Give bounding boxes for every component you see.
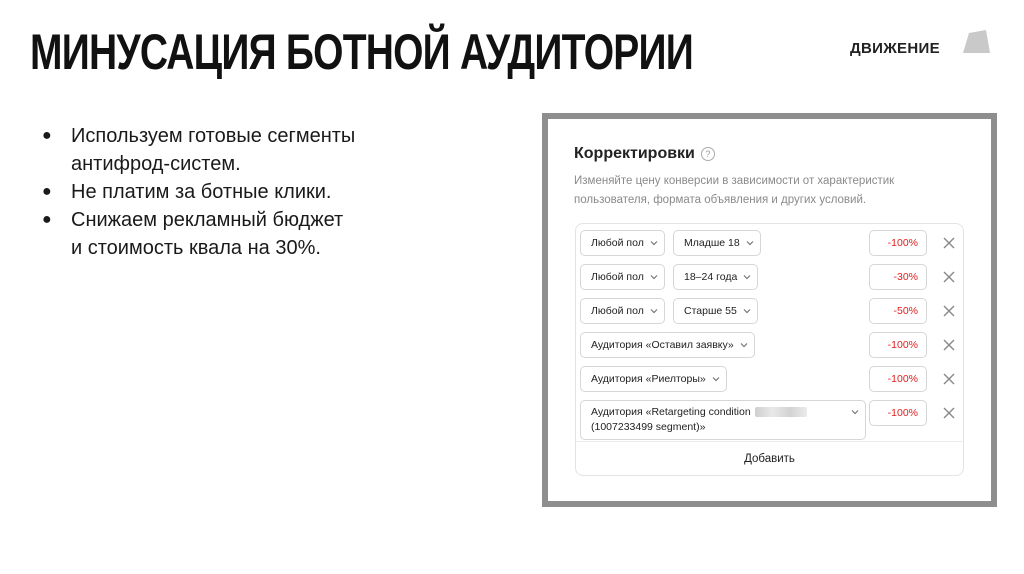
rule-row [580,230,959,256]
close-icon[interactable] [942,304,956,318]
panel-description: Изменяйте цену конверсии в зависимости от характеристик пользователя, формата объявления и других условий. [574,175,895,206]
chevron-down-icon [743,273,751,281]
age-select[interactable] [673,230,761,256]
chevron-down-icon [743,307,751,315]
select-value: Аудитория «Оставил заявку» [591,339,734,351]
select-value: 18–24 года [684,271,738,283]
audience-select[interactable] [580,366,727,392]
bullet-item [40,178,480,206]
age-select[interactable] [673,298,758,324]
select-value: Аудитория «Риелторы» [591,373,706,385]
brand-logo-icon [960,28,992,54]
bullet-text: Используем готовые сегменты антифрод-систем. [71,125,356,175]
close-icon[interactable] [942,236,956,250]
select-value-line: (1007233499 segment)» [591,421,706,433]
bullet-dot: ● [42,211,52,228]
chevron-down-icon [746,239,754,247]
select-value: Любой пол [591,271,644,283]
chevron-down-icon [712,375,720,383]
chevron-down-icon [650,273,658,281]
adjustment-value[interactable]: -100% [869,332,927,358]
close-icon[interactable] [942,372,956,386]
chevron-down-icon [851,408,859,416]
bullet-text: Не платим за ботные клики. [71,181,332,203]
audience-select[interactable] [580,400,866,440]
select-value [591,405,845,435]
bullet-item [40,122,480,178]
rule-row [580,332,959,358]
adjustments-panel [548,119,991,501]
close-icon[interactable] [942,338,956,352]
bullet-text: Снижаем рекламный бюджет и стоимость квала на 30%. [71,209,344,259]
select-value: Любой пол [591,305,644,317]
brand-name: ДВИЖЕНИЕ [850,39,940,57]
rule-row [580,400,959,433]
gender-select[interactable] [580,264,665,290]
close-icon[interactable] [942,406,956,420]
rules-list [575,223,964,476]
audience-select[interactable] [580,332,755,358]
select-value: Младше 18 [684,237,740,249]
age-select[interactable] [673,264,758,290]
screenshot-frame [542,113,997,507]
brand [850,28,940,68]
bullet-item [40,206,480,262]
adjustment-value[interactable]: -100% [869,366,927,392]
close-icon[interactable] [942,270,956,284]
rule-row [580,264,959,290]
bullet-dot: ● [42,183,52,200]
gender-select[interactable] [580,298,665,324]
adjustment-value[interactable]: -100% [869,230,927,256]
rule-row [580,298,959,324]
gender-select[interactable] [580,230,665,256]
chevron-down-icon [740,341,748,349]
chevron-down-icon [650,239,658,247]
select-value-line: Аудитория «Retargeting condition [591,406,751,418]
slide-title: МИНУСАЦИЯ БОТНОЙ АУДИТОРИИ [30,24,694,80]
panel-title-text: Корректировки [574,145,695,162]
panel-title [574,145,715,163]
help-circle-icon[interactable]: ? [701,147,715,161]
rule-row [580,366,959,392]
redacted-text [755,407,807,417]
bullet-dot: ● [42,127,52,144]
adjustment-value[interactable]: -30% [869,264,927,290]
adjustment-value[interactable]: -100% [869,400,927,426]
add-rule-button[interactable]: Добавить [576,441,963,475]
select-value: Любой пол [591,237,644,249]
chevron-down-icon [650,307,658,315]
adjustment-value[interactable]: -50% [869,298,927,324]
bullet-list [40,122,480,262]
select-value: Старше 55 [684,305,737,317]
